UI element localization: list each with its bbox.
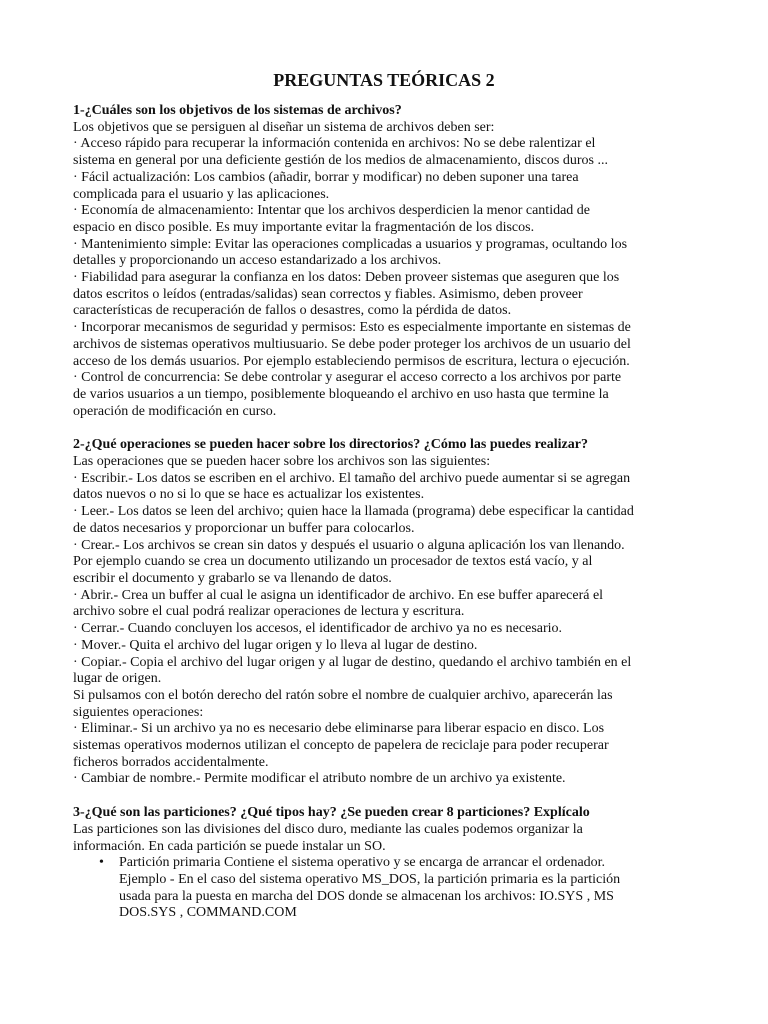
text-line: · Crear.- Los archivos se crean sin datos y después el usuario o alguna aplicación los van llenando.	[73, 537, 625, 553]
section-3	[73, 805, 698, 922]
bullet-line: Partición primaria Contiene el sistema operativo y se encarga de arrancar el ordenador.	[119, 855, 606, 871]
text-line: sistemas operativos modernos utilizan el concepto de papelera de reciclaje para poder recuperar	[73, 738, 609, 754]
bullet-line: DOS.SYS , COMMAND.COM	[119, 905, 297, 921]
bullet-item	[119, 855, 698, 922]
text-line: Los objetivos que se persiguen al diseñar un sistema de archivos deben ser:	[73, 119, 495, 135]
text-line: · Fácil actualización: Los cambios (añadir, borrar y modificar) no deben suponer una tarea	[73, 169, 579, 185]
section-2	[73, 437, 698, 788]
text-line: sistema en general por una deficiente gestión de los medios de almacenamiento, discos duros ...	[73, 153, 608, 169]
text-line: · Economía de almacenamiento: Intentar que los archivos desperdicien la menor cantidad de	[73, 203, 591, 219]
section-1	[73, 103, 698, 420]
text-line: Por ejemplo cuando se crea un documento utilizando un procesador de textos está vacío, y al	[73, 554, 593, 570]
text-line: · Acceso rápido para recuperar la información contenida en archivos: No se debe ralentizar el	[73, 136, 596, 152]
bullet-list	[73, 855, 698, 922]
text-line: · Leer.- Los datos se leen del archivo; quien hace la llamada (programa) debe especificar la cantidad	[73, 504, 634, 520]
document-title: PREGUNTAS TEÓRICAS 2	[273, 70, 495, 90]
text-line: · Copiar.- Copia el archivo del lugar origen y al lugar de destino, quedando el archivo también en el	[73, 654, 632, 670]
text-line: · Abrir.- Crea un buffer al cual le asigna un identificador de archivo. En ese buffer aparecerá el	[73, 587, 604, 603]
text-line: siguientes operaciones:	[73, 704, 204, 720]
text-line: · Incorporar mecanismos de seguridad y permisos: Esto es especialmente importante en sistemas de	[73, 320, 631, 336]
bullet-line: Ejemplo - En el caso del sistema operativo MS_DOS, la partición primaria es la partición	[119, 871, 621, 887]
section-question: 1-¿Cuáles son los objetivos de los sistemas de archivos?	[73, 103, 402, 118]
text-line: acceso de los demás usuarios. Por ejemplo estableciendo permisos de escritura, lectura o ejecución.	[73, 353, 630, 369]
text-line: · Cambiar de nombre.- Permite modificar el atributo nombre de un archivo ya existente.	[73, 771, 566, 787]
text-line: complicada para el usuario y las aplicaciones.	[73, 186, 330, 202]
text-line: · Mantenimiento simple: Evitar las operaciones complicadas a usuarios y programas, ocultando los	[73, 236, 628, 252]
section-question: 2-¿Qué operaciones se pueden hacer sobre los directorios? ¿Cómo las puedes realizar?	[73, 437, 588, 453]
section-spacer	[73, 420, 698, 437]
text-line: de varios usuarios a un tiempo, posiblemente bloqueando el archivo en uso hasta que termine la	[73, 386, 609, 402]
section-question: 3-¿Qué son las particiones? ¿Qué tipos hay? ¿Se pueden crear 8 particiones? Explícalo	[73, 805, 590, 821]
text-line: Las operaciones que se pueden hacer sobre los archivos son las siguientes:	[73, 454, 491, 470]
text-line: espacio en disco posible. Es muy importante evitar la fragmentación de los discos.	[73, 219, 535, 235]
text-line: ficheros borrados accidentalmente.	[73, 754, 269, 770]
text-line: datos nuevos o no si lo que se hace es actualizar los existentes.	[73, 487, 425, 503]
text-line: lugar de origen.	[73, 671, 162, 687]
text-line: · Mover.- Quita el archivo del lugar origen y lo lleva al lugar de destino.	[73, 637, 478, 653]
text-line: archivos de sistemas operativos multiusuario. Se debe poder proteger los archivos de un usuario del	[73, 336, 631, 352]
text-line: · Fiabilidad para asegurar la confianza en los datos: Deben proveer sistemas que aseguren que los	[73, 270, 620, 286]
text-line: · Escribir.- Los datos se escriben en el archivo. El tamaño del archivo puede aumentar si se agregan	[73, 470, 631, 486]
text-line: información. En cada partición se puede instalar un SO.	[73, 838, 386, 854]
text-line: Si pulsamos con el botón derecho del ratón sobre el nombre de cualquier archivo, aparecerán las	[73, 687, 613, 703]
text-line: de datos necesarios y proporcionar un buffer para colocarlos.	[73, 520, 415, 536]
text-line: Las particiones son las divisiones del disco duro, mediante las cuales podemos organizar la	[73, 821, 583, 837]
text-line: · Control de concurrencia: Se debe controlar y asegurar el acceso correcto a los archivos por parte	[73, 370, 622, 386]
section-spacer	[73, 788, 698, 805]
text-line: escribir el documento y grabarlo se va llenando de datos.	[73, 570, 392, 586]
text-line: · Cerrar.- Cuando concluyen los accesos, el identificador de archivo ya no es necesario.	[73, 621, 563, 637]
text-line: datos escritos o leídos (entradas/salidas) sean correctos y fiables. Asimismo, deben proveer	[73, 286, 583, 302]
text-line: detalles y proporcionando un acceso estandarizado a los archivos.	[73, 253, 442, 269]
text-line: características de recuperación de fallos o desastres, como la pérdida de datos.	[73, 303, 512, 319]
text-line: operación de modificación en curso.	[73, 403, 277, 419]
document-body	[73, 103, 698, 922]
text-line: · Eliminar.- Si un archivo ya no es necesario debe eliminarse para liberar espacio en disco. Los	[73, 721, 605, 737]
text-line: archivo sobre el cual podrá realizar operaciones de lectura y escritura.	[73, 604, 465, 620]
bullet-line: usada para la puesta en marcha del DOS donde se almacenan los archivos: IO.SYS , MS	[119, 888, 614, 904]
